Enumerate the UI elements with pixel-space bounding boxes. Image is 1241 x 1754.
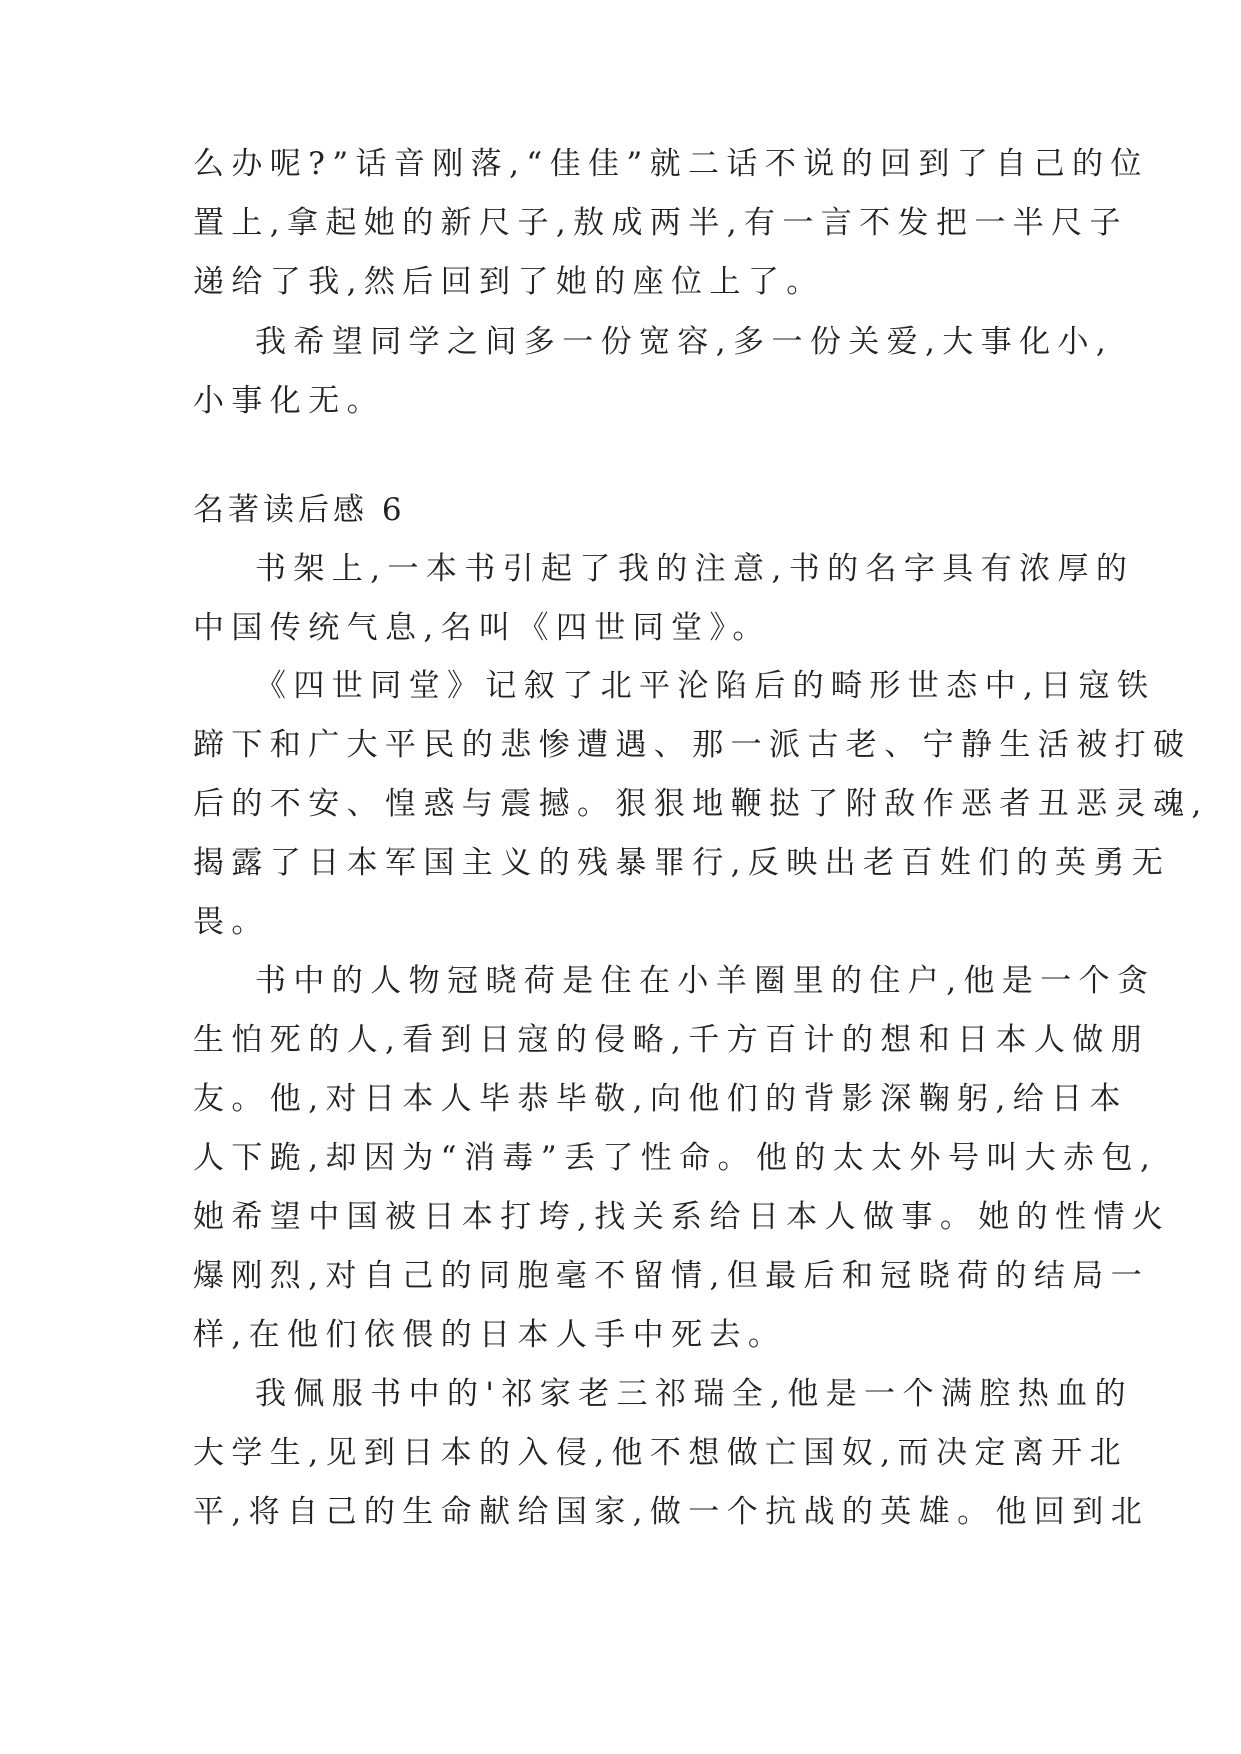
text-line: 书架上,一本书引起了我的注意,书的名字具有浓厚的 [255, 551, 1135, 587]
text-line: 友。他,对日本人毕恭毕敬,向他们的背影深鞠躬,给日本 [193, 1081, 1128, 1117]
section-heading: 名著读后感 6 [193, 492, 406, 528]
text-line: 《四世同堂》记叙了北平沦陷后的畸形世态中,日寇铁 [255, 668, 1156, 704]
text-line: 置上,拿起她的新尺子,敖成两半,有一言不发把一半尺子 [193, 205, 1128, 241]
text-line: 揭露了日本军国主义的残暴罪行,反映出老百姓们的英勇无 [193, 845, 1171, 881]
text-line: 蹄下和广大平民的悲惨遭遇、那一派古老、宁静生活被打破 [193, 727, 1192, 763]
text-line: 她希望中国被日本打垮,找关系给日本人做事。她的性情火 [193, 1199, 1171, 1235]
text-line: 人下跪,却因为“消毒”丢了性命。他的太太外号叫大赤包, [193, 1140, 1158, 1176]
text-line: 么办呢?”话音刚落,“佳佳”就二话不说的回到了自己的位 [193, 146, 1149, 182]
text-line: 平,将自己的生命献给国家,做一个抗战的英雄。他回到北 [193, 1494, 1150, 1530]
text-line: 爆刚烈,对自己的同胞毫不留情,但最后和冠晓荷的结局一 [193, 1258, 1150, 1294]
text-line: 样,在他们依偎的日本人手中死去。 [193, 1317, 787, 1353]
text-line: 大学生,见到日本的入侵,他不想做亡国奴,而决定离开北 [193, 1435, 1128, 1471]
text-line: 书中的人物冠晓荷是住在小羊圈里的住户,他是一个贪 [255, 963, 1156, 999]
text-line: 畏。 [193, 904, 270, 940]
text-line: 后的不安、惶惑与震撼。狠狠地鞭挞了附敌作恶者丑恶灵魂, [193, 786, 1209, 822]
text-line: 生怕死的人,看到日寇的侵略,千方百计的想和日本人做朋 [193, 1022, 1150, 1058]
text-line: 递给了我,然后回到了她的座位上了。 [193, 264, 825, 300]
text-line: 小事化无。 [193, 383, 385, 419]
text-line: 我希望同学之间多一份宽容,多一份关爱,大事化小, [255, 324, 1114, 360]
text-line: 中国传统气息,名叫《四世同堂》。 [193, 610, 771, 646]
text-line: 我佩服书中的'祁家老三祁瑞全,他是一个满腔热血的 [255, 1376, 1133, 1412]
